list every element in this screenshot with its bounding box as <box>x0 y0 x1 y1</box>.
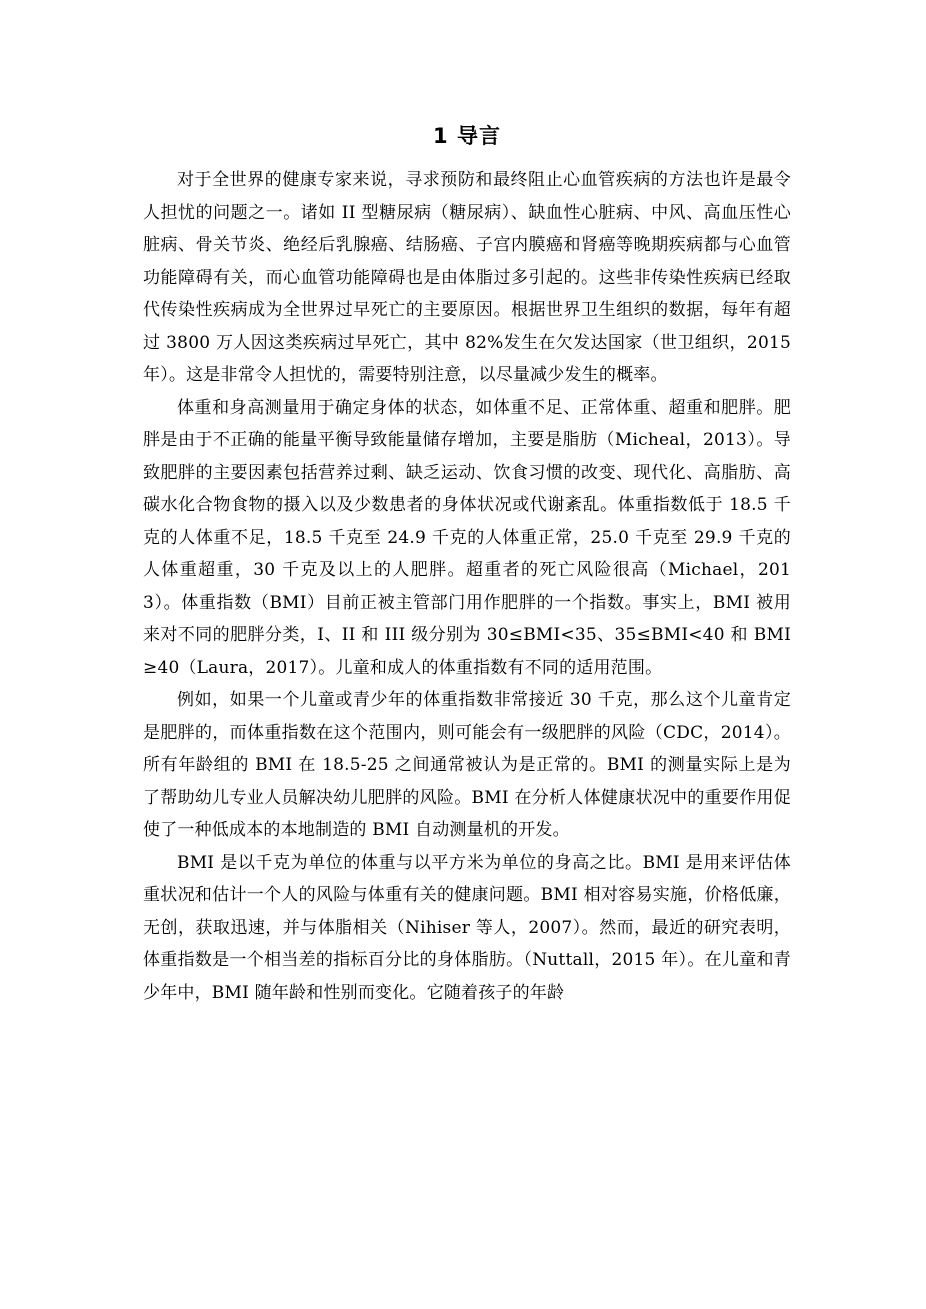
paragraph-cardiovascular-disease: 对于全世界的健康专家来说，寻求预防和最终阻止心血管疾病的方法也许是最令人担忧的问题之一。诸如 II 型糖尿病（糖尿病）、缺血性心脏病、中风、高血压性心脏病、骨关节炎、绝经后乳腺癌、结肠癌、子宫内膜癌和肾癌等晚期疾病都与心血管功能障碍有关，而心血管功能障碍也是由体脂过多引起的。这些非传染性疾病已经取代传染性疾病成为全世界过早死亡的主要原因。根据世界卫生组织的数据，每年有超过 3800 万人因这类疾病过早死亡，其中 82%发生在欠发达国家（世卫组织，2015 年）。这是非常令人担忧的，需要特别注意，以尽量减少发生的概率。 <box>143 170 791 385</box>
paragraph-bmi-definition: BMI 是以千克为单位的体重与以平方米为单位的身高之比。BMI 是用来评估体重状况和估计一个人的风险与体重有关的健康问题。BMI 相对容易实施，价格低廉，无创，获取迅速，并与体脂相关（Nihiser 等人，2007）。然而，最近的研究表明，体重指数是一个相当差的指标百分比的身体脂肪。（Nuttall，2015 年）。在儿童和青少年中，BMI 随年龄和性别而变化。它随着孩子的年龄 <box>143 852 791 1003</box>
paragraph-obesity-bmi-classification: 体重和身高测量用于确定身体的状态，如体重不足、正常体重、超重和肥胖。肥胖是由于不正确的能量平衡导致能量储存增加，主要是脂肪（Micheal，2013）。导致肥胖的主要因素包括营养过剩、缺乏运动、饮食习惯的改变、现代化、高脂肪、高碳水化合物食物的摄入以及少数患者的身体状况或代谢紊乱。体重指数低于 18.5 千克的人体重不足，18.5 千克至 24.9 千克的人体重正常，25.0 千克至 29.9 千克的人体重超重，30 千克及以上的人肥胖。超重者的死亡风险很高（Michael，2013）。体重指数（BMI）目前正被主管部门用作肥胖的一个指数。事实上，BMI 被用来对不同的肥胖分类，I、II 和 III 级分别为 30≤BMI<35、35≤BMI<40 和 BMI≥40（Laura，2017）。儿童和成人的体重指数有不同的适用范围。 <box>143 397 791 678</box>
section-title: 1 导言 <box>433 124 501 148</box>
page-content <box>143 118 791 1009</box>
paragraph-child-bmi: 例如，如果一个儿童或青少年的体重指数非常接近 30 千克，那么这个儿童肯定是肥胖的，而体重指数在这个范围内，则可能会有一级肥胖的风险（CDC，2014）。所有年龄组的 BMI 在 18.5-25 之间通常被认为是正常的。BMI 的测量实际上是为了帮助幼儿专业人员解决幼儿肥胖的风险。BMI 在分析人体健康状况中的重要作用促使了一种低成本的本地制造的 BMI 自动测量机的开发。 <box>143 690 791 840</box>
